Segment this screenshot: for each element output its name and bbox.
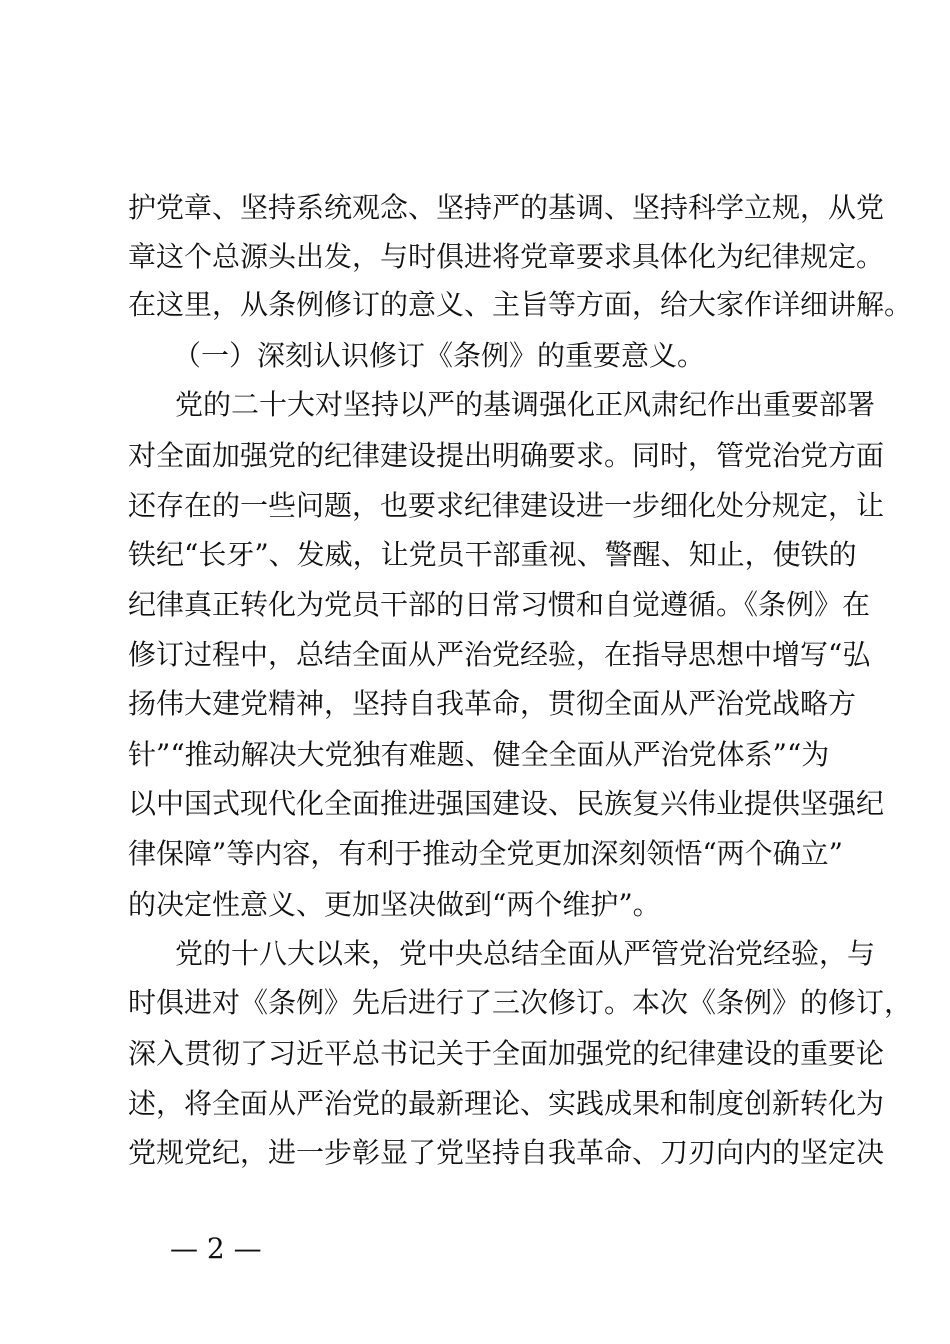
body-text-line: 党的二十大对坚持以严的基调强化正风肃纪作出重要部署: [175, 388, 876, 421]
body-text-line: 深入贯彻了习近平总书记关于全面加强党的纪律建设的重要论: [128, 1037, 885, 1070]
body-text-line: 纪律真正转化为党员干部的日常习惯和自觉遵循。《条例》在: [128, 588, 871, 621]
body-text-line: 扬伟大建党精神，坚持自我革命，贯彻全面从严治党战略方: [128, 687, 857, 720]
body-text-line: 律保障”等内容，有利于推动全党更加深刻领悟“两个确立”: [128, 837, 843, 870]
page-number: — 2 —: [170, 1232, 262, 1265]
body-text-line: 修订过程中，总结全面从严治党经验，在指导思想中增写“弘: [128, 638, 871, 671]
body-text-line: 党的十八大以来，党中央总结全面从严管党治党经验，与: [175, 937, 876, 970]
body-text-line: 党规党纪，进一步彰显了党坚持自我革命、刀刃向内的坚定决: [128, 1136, 885, 1169]
body-text-line: 章这个总源头出发，与时俱进将党章要求具体化为纪律规定。: [128, 240, 885, 273]
body-text-line: 的决定性意义、更加坚决做到“两个维护”。: [128, 888, 661, 921]
body-text-line: 还存在的一些问题，也要求纪律建设进一步细化处分规定，让: [128, 489, 885, 522]
body-text-line: 对全面加强党的纪律建设提出明确要求。同时，管党治党方面: [128, 439, 885, 472]
body-text-line: 时俱进对《条例》先后进行了三次修订。本次《条例》的修订，: [128, 986, 913, 1019]
section-heading: （一）深刻认识修订《条例》的重要意义。: [173, 339, 706, 372]
body-text-line: 在这里，从条例修订的意义、主旨等方面，给大家作详细讲解。: [128, 288, 913, 321]
body-text-line: 铁纪“长牙”、发威，让党员干部重视、警醒、知止，使铁的: [128, 538, 857, 571]
body-text-line: 以中国式现代化全面推进强国建设、民族复兴伟业提供坚强纪: [128, 787, 885, 820]
body-text-line: 护党章、坚持系统观念、坚持严的基调、坚持科学立规，从党: [128, 191, 885, 224]
body-text-line: 述，将全面从严治党的最新理论、实践成果和制度创新转化为: [128, 1087, 885, 1120]
body-text-line: 针”“推动解决大党独有难题、健全全面从严治党体系”“为: [128, 738, 830, 771]
